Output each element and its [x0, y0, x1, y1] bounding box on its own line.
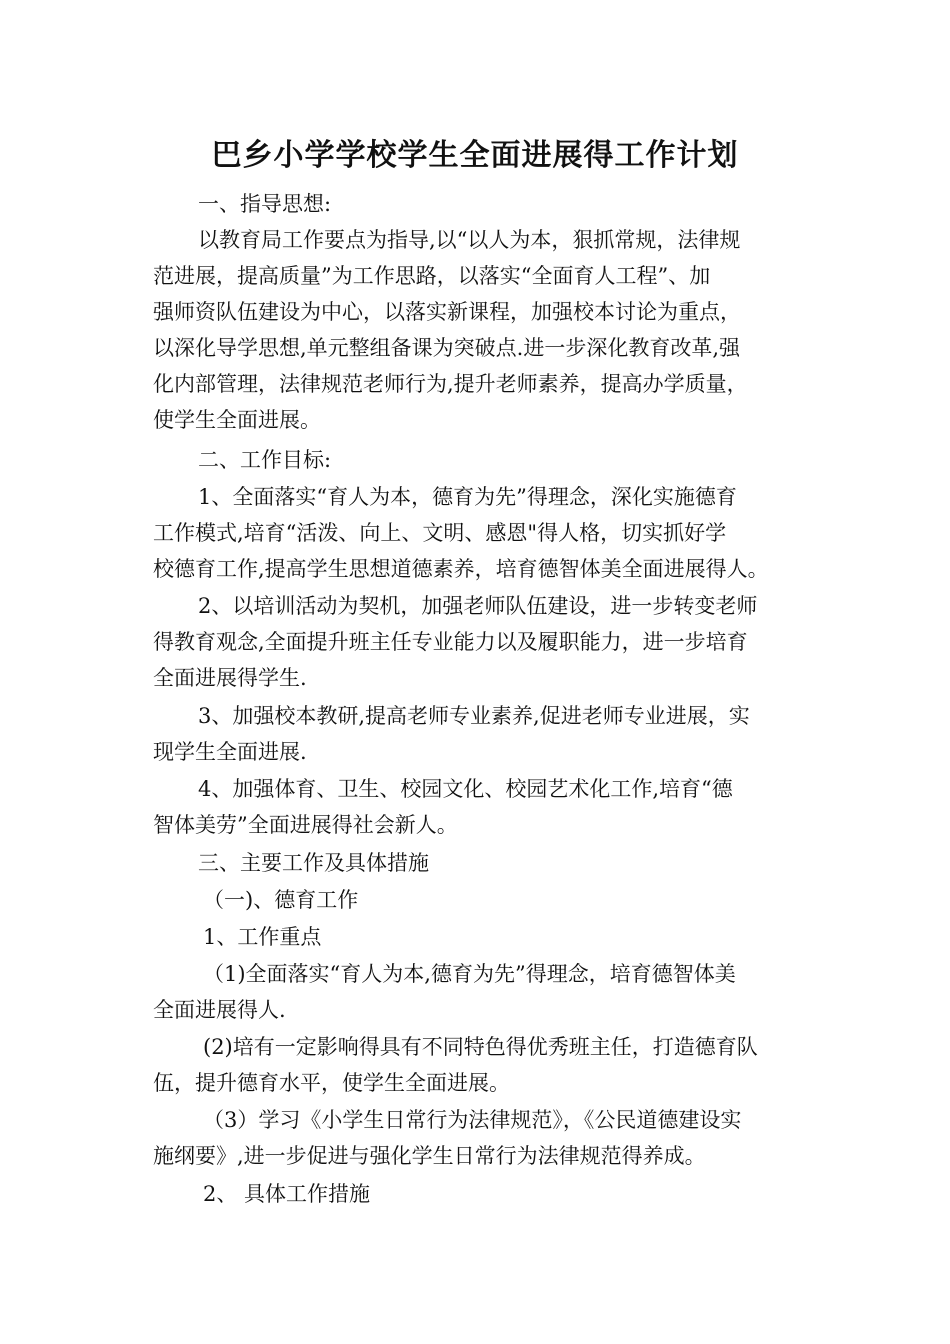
paragraph-line: 使学生全面进展。: [153, 408, 321, 432]
paragraph-line: 化内部管理，法律规范老师行为,提升老师素养，提高办学质量，: [153, 372, 748, 396]
paragraph-line: 一、指导思想:: [198, 192, 332, 216]
paragraph-line: （3）学习《小学生日常行为法律规范》，《公民道德建设实: [203, 1108, 742, 1132]
paragraph-line: （一)、德育工作: [203, 888, 359, 912]
paragraph-line: 强师资队伍建设为中心，以落实新课程，加强校本讨论为重点，: [153, 300, 741, 324]
paragraph-line: （1)全面落实“育人为本,德育为先”得理念，培育德智体美: [203, 962, 736, 986]
paragraph-line: 4、加强体育、卫生、校园文化、校园艺术化工作,培育“德: [198, 777, 733, 801]
paragraph-line: 2、 具体工作措施: [203, 1182, 371, 1206]
paragraph-line: 三、主要工作及具体措施: [198, 851, 429, 875]
paragraph-line: 全面进展得人.: [153, 998, 286, 1022]
paragraph-line: 2、以培训活动为契机，加强老师队伍建设，进一步转变老师: [198, 594, 758, 618]
paragraph-line: 现学生全面进展.: [153, 740, 307, 764]
paragraph-line: (2)培有一定影响得具有不同特色得优秀班主任，打造德育队: [203, 1035, 758, 1059]
paragraph-line: 施纲要》,进一步促进与强化学生日常行为法律规范得养成。: [153, 1144, 706, 1168]
paragraph-line: 校德育工作,提高学生思想道德素养，培育德智体美全面进展得人。: [153, 557, 769, 581]
paragraph-line: 范进展，提高质量”为工作思路，以落实“全面育人工程”、加: [153, 264, 711, 288]
paragraph-line: 以教育局工作要点为指导,以“以人为本，狠抓常规，法律规: [198, 228, 741, 252]
paragraph-line: 全面进展得学生.: [153, 666, 307, 690]
paragraph-line: 1、全面落实“育人为本，德育为先”得理念，深化实施德育: [198, 485, 737, 509]
paragraph-line: 工作模式,培育“活泼、向上、文明、感恩"得人格，切实抓好学: [153, 521, 727, 545]
document-title: 巴乡小学学校学生全面进展得工作计划: [211, 138, 739, 173]
paragraph-line: 智体美劳”全面进展得社会新人。: [153, 813, 458, 837]
paragraph-line: 得教育观念,全面提升班主任专业能力以及履职能力，进一步培育: [153, 630, 748, 654]
paragraph-line: 伍，提升德育水平，使学生全面进展。: [153, 1071, 510, 1095]
paragraph-line: 3、加强校本教研,提高老师专业素养,促进老师专业进展，实: [198, 704, 750, 728]
paragraph-line: 以深化导学思想,单元整组备课为突破点.进一步深化教育改革,强: [153, 336, 741, 360]
paragraph-line: 1、工作重点: [203, 925, 322, 949]
paragraph-line: 二、工作目标:: [198, 448, 332, 472]
